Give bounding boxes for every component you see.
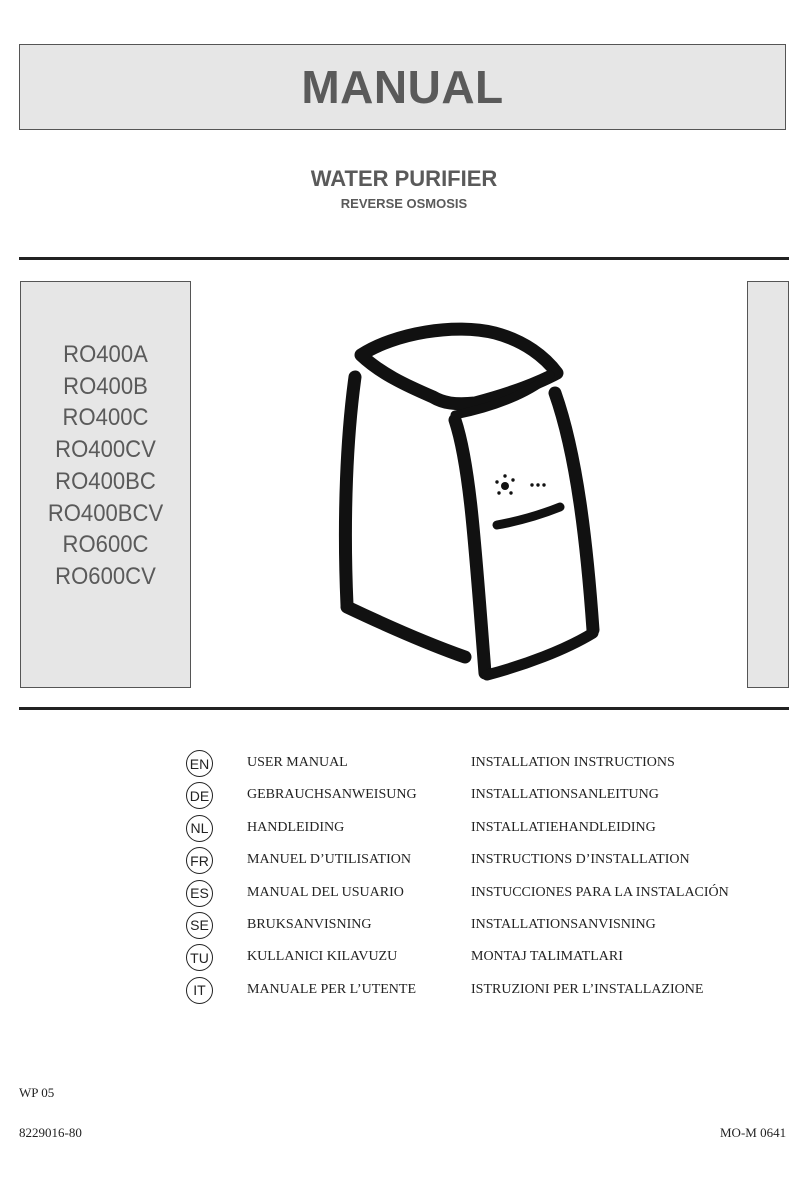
models-panel: [20, 281, 191, 688]
language-row: [186, 911, 786, 943]
model-item: RO400A: [63, 341, 148, 368]
language-list: [186, 749, 786, 1008]
models-list: [21, 339, 190, 593]
language-row: [186, 846, 786, 878]
language-row: [186, 976, 786, 1008]
language-row: [186, 749, 786, 781]
language-row: [186, 781, 786, 813]
user-manual-title: HANDLEIDING: [247, 819, 345, 835]
installation-title: INSTALLATION INSTRUCTIONS: [471, 755, 675, 770]
language-row: [186, 879, 786, 911]
installation-title: MONTAJ TALIMATLARI: [471, 949, 623, 965]
divider-bottom: [19, 707, 789, 710]
language-code-badge: NL: [186, 815, 213, 842]
model-item: RO600C: [62, 531, 149, 559]
model-item: RO400BC: [55, 467, 156, 495]
installation-title: INSTRUCTIONS D’INSTALLATION: [471, 852, 690, 868]
user-manual-title: USER MANUAL: [247, 755, 348, 770]
language-code-badge: EN: [186, 750, 213, 777]
user-manual-title: GEBRAUCHSANWEISUNG: [247, 787, 417, 803]
model-item: RO400B: [63, 372, 148, 400]
installation-title: INSTALLATIONSANVISNING: [471, 916, 656, 932]
model-item: RO400C: [62, 404, 149, 432]
user-manual-title: MANUAL DEL USUARIO: [247, 884, 404, 900]
installation-title: INSTALLATIONSANLEITUNG: [471, 787, 659, 803]
language-code-badge: TU: [186, 944, 213, 971]
part-number: 8229016-80: [19, 1125, 82, 1140]
installation-title: INSTUCCIONES PARA LA INSTALACIÓN: [471, 884, 729, 900]
installation-title: INSTALLATIEHANDLEIDING: [471, 819, 656, 835]
product-name: WATER PURIFIER: [310, 166, 498, 191]
language-code-badge: DE: [186, 782, 213, 809]
document-code: MO-M 0641: [720, 1125, 787, 1140]
title-banner: [19, 44, 786, 130]
divider-top: [19, 257, 789, 260]
installation-title: ISTRUZIONI PER L’INSTALLAZIONE: [471, 981, 704, 997]
user-manual-title: MANUEL D’UTILISATION: [247, 852, 411, 868]
model-item: RO600CV: [55, 562, 156, 590]
user-manual-title: BRUKSANVISNING: [247, 916, 372, 932]
user-manual-title: KULLANICI KILAVUZU: [247, 949, 398, 965]
language-row: [186, 814, 786, 846]
model-item: RO400BCV: [47, 499, 164, 527]
user-manual-title: MANUALE PER L’UTENTE: [247, 981, 417, 997]
language-row: [186, 943, 786, 975]
page-title: MANUAL: [301, 61, 504, 113]
language-code-badge: IT: [186, 977, 213, 1004]
wp-code: WP 05: [19, 1085, 55, 1100]
water-purifier-illustration: [325, 315, 615, 690]
side-panel: [747, 281, 789, 688]
language-code-badge: ES: [186, 880, 213, 907]
model-item: RO400CV: [55, 436, 156, 464]
language-code-badge: FR: [186, 847, 213, 874]
product-type: REVERSE OSMOSIS: [340, 196, 468, 211]
language-code-badge: SE: [186, 912, 213, 939]
